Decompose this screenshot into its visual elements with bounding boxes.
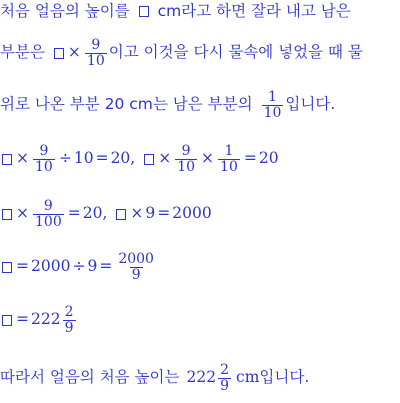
unknown-box	[2, 262, 12, 273]
answer-text-a: 따라서 얼음의 처음 높이는	[0, 368, 180, 387]
fraction	[116, 252, 156, 282]
times-sign: ×	[16, 204, 29, 223]
result: 2000	[172, 204, 212, 223]
numerator: 9	[43, 198, 53, 214]
unknown-box	[116, 209, 126, 220]
fraction	[175, 144, 197, 174]
fraction	[218, 363, 231, 393]
times-sign: ×	[130, 204, 144, 223]
fraction	[33, 199, 64, 229]
numerator: 9	[91, 37, 101, 53]
denominator: 100	[35, 213, 62, 230]
fraction	[33, 144, 55, 174]
denominator: 10	[86, 52, 105, 69]
line1-text-a: 처음 얼음의 높이를	[0, 2, 130, 20]
unknown-box	[2, 154, 12, 165]
result: 20	[258, 149, 279, 168]
numerator: 1	[268, 89, 277, 105]
equals-sign: =	[95, 149, 109, 168]
fraction	[63, 305, 76, 335]
number: 9	[87, 257, 98, 276]
line3-text-b: 입니다.	[285, 95, 336, 114]
solution-step-3	[0, 252, 158, 282]
times-sign: ×	[16, 149, 29, 168]
problem-line-2	[0, 38, 363, 68]
mixed-number-whole: 222	[186, 368, 217, 387]
divide-sign: ÷	[58, 149, 72, 168]
number: 9	[145, 204, 156, 223]
equals-sign: =	[67, 204, 81, 223]
answer-text-b: 입니다.	[259, 368, 310, 387]
unknown-box	[144, 154, 154, 165]
equals-sign: =	[99, 257, 113, 276]
denominator: 10	[35, 158, 53, 175]
fraction-one-tenth	[262, 90, 284, 120]
numerator: 9	[39, 143, 49, 159]
denominator: 10	[220, 158, 238, 175]
fraction-nine-tenths	[85, 38, 107, 68]
problem-line-1	[0, 4, 351, 20]
unknown-box	[2, 209, 12, 220]
equals-sign: =	[16, 257, 29, 276]
divide-sign: ÷	[72, 257, 86, 276]
denominator: 10	[177, 158, 196, 175]
answer-line	[0, 363, 309, 393]
equals-sign: =	[243, 149, 257, 168]
equals-sign: =	[157, 204, 171, 223]
line3-text-a: 위로 나온 부분 20 cm는 남은 부분의	[0, 95, 253, 114]
line2-text-b: 이고 이것을 다시 물속에 넣었을 때 물	[108, 43, 363, 62]
numerator: 2	[64, 304, 74, 320]
line1-text-b: cm라고 하면 잘라 내고 남은	[157, 2, 351, 20]
denominator: 10	[263, 104, 282, 121]
unit: cm	[236, 368, 260, 387]
numerator: 1	[224, 143, 234, 159]
number: 10	[73, 149, 94, 168]
result: 20,	[110, 149, 136, 168]
solution-step-1	[0, 144, 279, 174]
numerator: 2000	[118, 251, 154, 267]
times-sign: ×	[158, 149, 172, 168]
unknown-box	[54, 48, 64, 59]
problem-line-3	[0, 90, 335, 120]
line2-text-a: 부분은	[0, 43, 45, 62]
unknown-box	[2, 315, 12, 326]
numerator: 9	[181, 143, 191, 159]
numerator: 2	[220, 362, 230, 378]
times-sign: ×	[67, 43, 81, 62]
result: 20,	[82, 204, 108, 223]
mixed-number-whole: 222	[31, 310, 61, 329]
times-sign: ×	[201, 149, 215, 168]
solution-step-4	[0, 305, 78, 335]
number: 2000	[31, 257, 71, 276]
solution-step-2	[0, 199, 212, 229]
denominator: 9	[131, 266, 141, 283]
fraction	[218, 144, 240, 174]
denominator: 9	[64, 319, 74, 336]
equals-sign: =	[16, 310, 29, 329]
unknown-box	[139, 6, 149, 17]
denominator: 9	[220, 377, 230, 394]
